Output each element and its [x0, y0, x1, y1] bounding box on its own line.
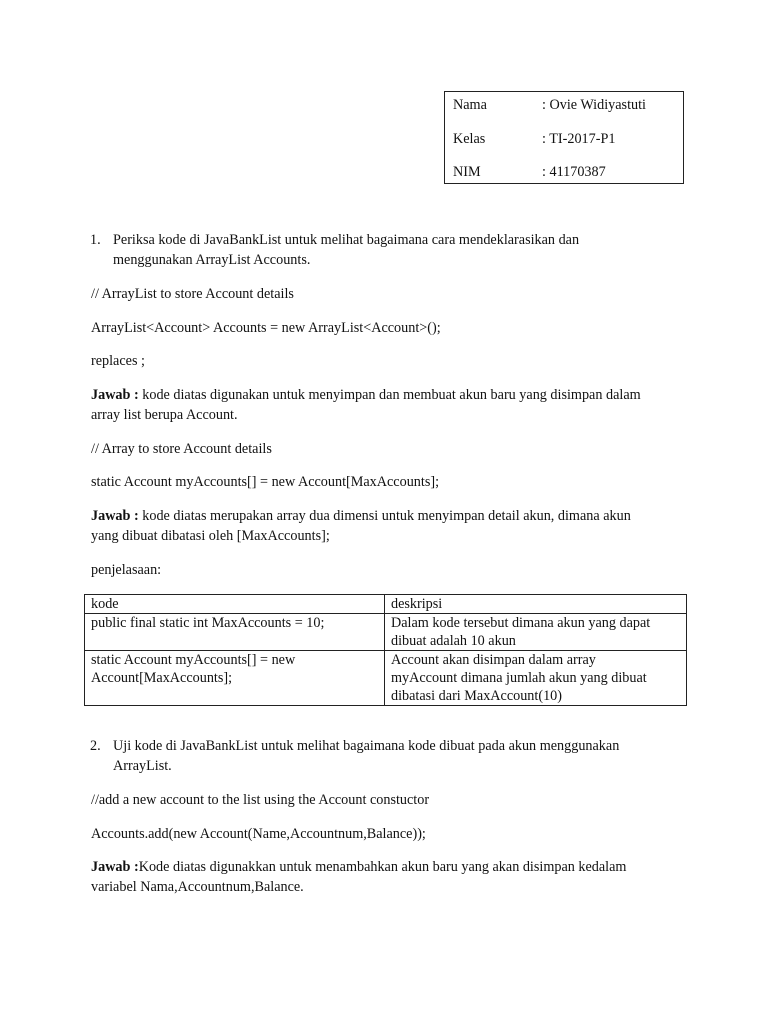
question-1-line-2: menggunakan ArrayList Accounts.: [113, 252, 311, 268]
answer-3-line-1: [91, 857, 691, 877]
table-cell-desc: [385, 614, 687, 651]
code-line: ArrayList<Account> Accounts = new ArrayList<Account>();: [91, 320, 441, 336]
code-comment: // ArrayList to store Account details: [91, 286, 294, 302]
cell-line: myAccount dimana jumlah akun yang dibuat: [391, 670, 647, 686]
identity-value: : TI-2017-P1: [542, 131, 616, 147]
answer-1-line-2: array list berupa Account.: [91, 407, 238, 423]
answer-3-line-2: variabel Nama,Accountnum,Balance.: [91, 879, 304, 895]
cell-line: Account akan disimpan dalam array: [391, 652, 596, 668]
question-1-number: 1.: [90, 232, 101, 248]
table-header-row: [85, 595, 687, 614]
code-line: Accounts.add(new Account(Name,Accountnum,Balance));: [91, 826, 426, 842]
question-2-number: 2.: [90, 738, 101, 754]
identity-value: : 41170387: [542, 164, 606, 180]
identity-value: : Ovie Widiyastuti: [542, 97, 646, 113]
replaces-text: replaces ;: [91, 353, 145, 369]
table-header-cell: kode: [85, 595, 385, 614]
identity-label: NIM: [453, 164, 481, 180]
answer-label: Jawab :: [91, 387, 139, 403]
identity-label: Nama: [453, 97, 487, 113]
table-cell-code: [85, 651, 385, 706]
cell-line: public final static int MaxAccounts = 10;: [91, 615, 325, 631]
table-header-cell: deskripsi: [385, 595, 687, 614]
question-2-line-1: Uji kode di JavaBankList untuk melihat bagaimana kode dibuat pada akun menggunakan: [113, 738, 620, 754]
cell-line: dibatasi dari MaxAccount(10): [391, 688, 562, 704]
answer-2-line-2: yang dibuat dibatasi oleh [MaxAccounts];: [91, 528, 330, 544]
cell-line: dibuat adalah 10 akun: [391, 633, 516, 649]
code-line: static Account myAccounts[] = new Account[MaxAccounts];: [91, 474, 440, 490]
identity-label: Kelas: [453, 131, 486, 147]
answer-text: kode diatas merupakan array dua dimensi untuk menyimpan detail akun, dimana akun: [138, 508, 631, 524]
code-comment: //add a new account to the list using the Account constuctor: [91, 792, 430, 808]
question-1-line-1: Periksa kode di JavaBankList untuk melihat bagaimana cara mendeklarasikan dan: [113, 232, 580, 248]
answer-label: Jawab :: [91, 508, 139, 524]
answer-text: Kode diatas digunakkan untuk menambahkan akun baru yang akan disimpan kedalam: [138, 859, 627, 875]
answer-2-line-1: [91, 506, 691, 526]
code-comment: // Array to store Account details: [91, 441, 272, 457]
table-row: [85, 614, 687, 651]
table-row: [85, 651, 687, 706]
table-cell-code: [85, 614, 385, 651]
answer-1-line-1: [91, 385, 691, 405]
explanation-label: penjelasaan:: [91, 562, 162, 578]
cell-line: Account[MaxAccounts];: [91, 670, 233, 686]
cell-line: static Account myAccounts[] = new: [91, 652, 296, 668]
identity-box: [444, 91, 684, 184]
question-2-line-2: ArrayList.: [113, 758, 172, 774]
cell-line: Dalam kode tersebut dimana akun yang dapat: [391, 615, 651, 631]
explanation-table: [84, 594, 687, 706]
answer-label: Jawab :: [91, 859, 139, 875]
answer-text: kode diatas digunakan untuk menyimpan dan membuat akun baru yang disimpan dalam: [138, 387, 641, 403]
table-cell-desc: [385, 651, 687, 706]
